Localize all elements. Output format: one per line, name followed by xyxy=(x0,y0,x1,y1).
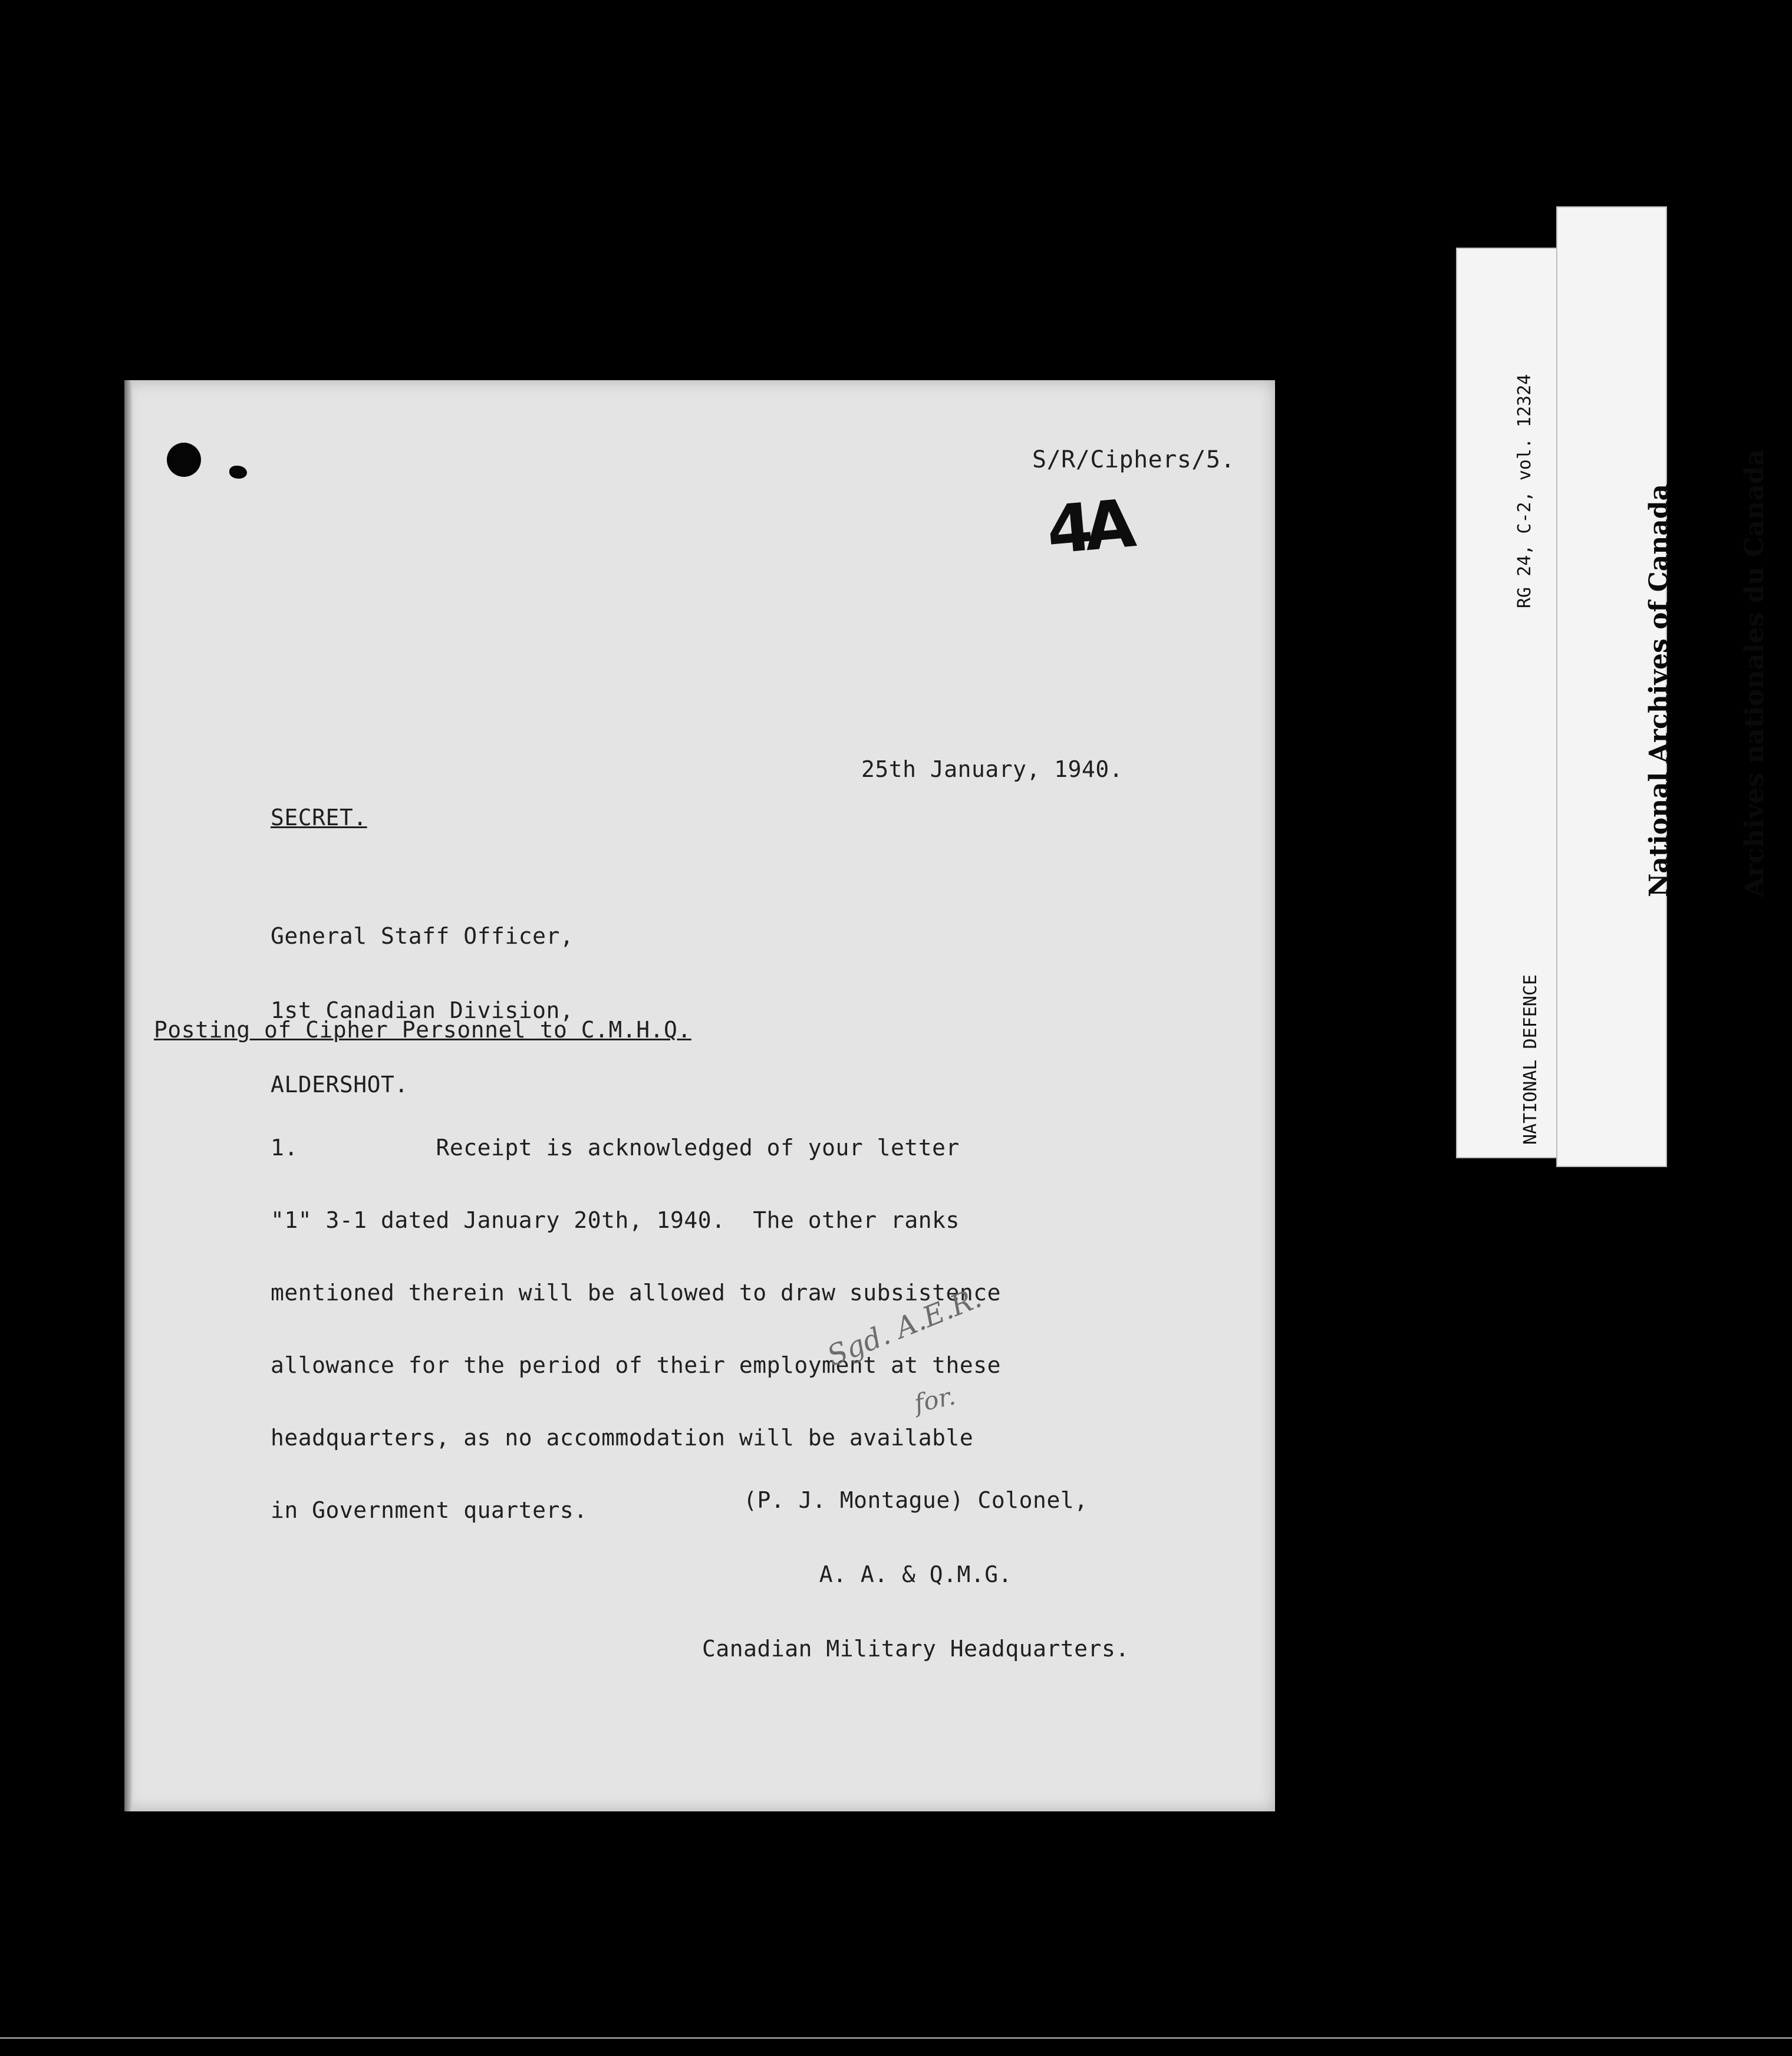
signature-line: (P. J. Montague) Colonel, xyxy=(743,1487,1088,1513)
paragraph-line: allowance for the period of their employment at these xyxy=(271,1352,1002,1378)
subject-line: Posting of Cipher Personnel to C.M.H.Q. xyxy=(154,1017,691,1043)
handwritten-signature: Sgd. A.E.R. xyxy=(822,1281,986,1373)
signature-line: A. A. & Q.M.G. xyxy=(819,1561,1012,1587)
file-reference: S/R/Ciphers/5. xyxy=(1032,446,1236,473)
paragraph-line: 1. Receipt is acknowledged of your letter xyxy=(271,1135,960,1161)
addressee-line: ALDERSHOT. xyxy=(271,1072,409,1098)
handwritten-number: 4A xyxy=(1043,486,1131,569)
paragraph-line: headquarters, as no accommodation will be available xyxy=(271,1425,974,1451)
reference-line: RG 24, C-2, vol. 12324 xyxy=(1514,374,1535,608)
classification-marking: SECRET. xyxy=(271,805,367,831)
department-line: NATIONAL DEFENCE xyxy=(1520,974,1541,1145)
archives-name xyxy=(1580,449,1792,897)
archives-label-tab xyxy=(1556,206,1770,1167)
handwritten-for: for. xyxy=(911,1381,958,1418)
addressee-line: General Staff Officer, xyxy=(271,923,574,949)
punch-mark xyxy=(229,466,247,479)
scanner-bottom-line xyxy=(0,2037,1792,2039)
archive-reference-tab xyxy=(1456,248,1562,1158)
signature-line: Canadian Military Headquarters. xyxy=(702,1636,1129,1662)
addressee-line: 1st Canadian Division, xyxy=(271,997,574,1023)
letter-sheet xyxy=(124,380,1275,1811)
paragraph-line: in Government quarters. xyxy=(271,1497,588,1523)
signature-block xyxy=(702,1438,1129,1711)
archives-line: Archives nationales du Canada xyxy=(1740,449,1770,897)
punch-hole xyxy=(167,443,201,477)
letter-date: 25th January, 1940. xyxy=(861,756,1124,782)
paragraph-line: "1" 3-1 dated January 20th, 1940. The other ranks xyxy=(271,1207,960,1233)
archives-line: National Archives of Canada xyxy=(1644,483,1674,897)
sheet-edge-shadow xyxy=(124,380,133,1811)
paragraph-line: mentioned therein will be allowed to draw subsistence xyxy=(271,1280,1002,1306)
